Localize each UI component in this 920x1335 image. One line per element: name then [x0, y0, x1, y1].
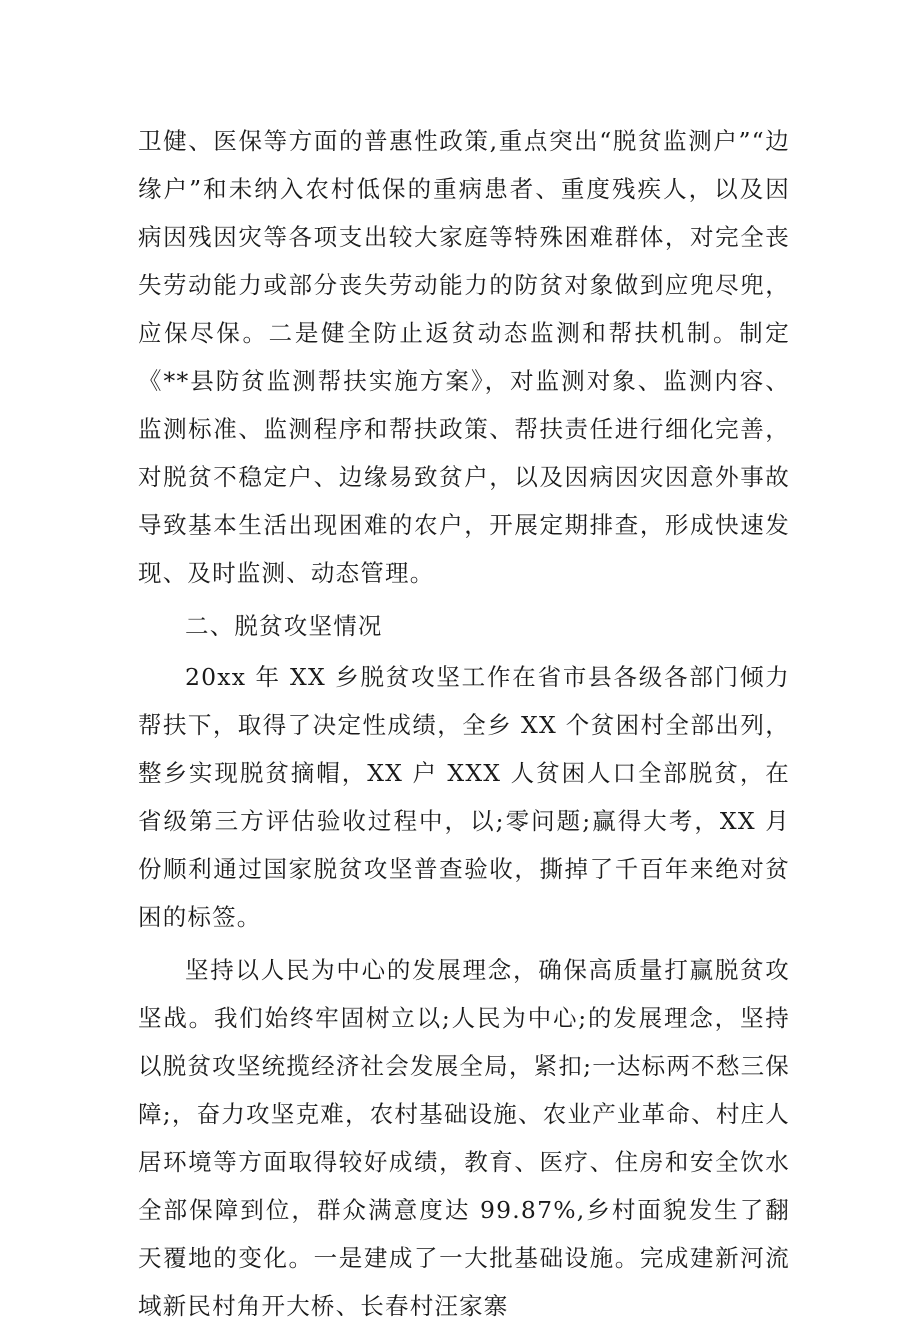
paragraph-poverty-results: 20xx 年 XX 乡脱贫攻坚工作在省市县各级各部门倾力帮扶下，取得了决定性成绩，全乡 XX 个贫困村全部出列，整乡实现脱贫摘帽，XX 户 XXX 人贫困人口全部脱贫，在省级第三方评估验收过程中，以;零问题;赢得大考，XX 月份顺利通过国家脱贫攻坚普查验收，撕掉了千百年来绝对贫困的标签。: [138, 663, 790, 931]
paragraph-policy-continuation: 卫健、医保等方面的普惠性政策,重点突出“脱贫监测户”“边缘户”和未纳入农村低保的重病患者、重度残疾人，以及因病因残因灾等各项支出较大家庭等特殊困难群体，对完全丧失劳动能力或部分丧失劳动能力的防贫对象做到应兜尽兜，应保尽保。二是健全防止返贫动态监测和帮扶机制。制定《**县防贫监测帮扶实施方案》，对监测对象、监测内容、监测标准、监测程序和帮扶政策、帮扶责任进行细化完善，对脱贫不稳定户、边缘易致贫户，以及因病因灾因意外事故导致基本生活出现困难的农户，开展定期排查，形成快速发现、及时监测、动态管理。: [138, 127, 790, 587]
section-heading-poverty-alleviation: 二、脱贫攻坚情况: [185, 612, 383, 640]
paragraph-people-centered: 坚持以人民为中心的发展理念，确保高质量打赢脱贫攻坚战。我们始终牢固树立以;人民为中心;的发展理念，坚持以脱贫攻坚统揽经济社会发展全局，紧扣;一达标两不愁三保障;，奋力攻坚克难，农村基础设施、农业产业革命、村庄人居环境等方面取得较好成绩，教育、医疗、住房和安全饮水全部保障到位，群众满意度达 99.87%,乡村面貌发生了翻天覆地的变化。一是建成了一大批基础设施。完成建新河流域新民村角开大桥、长春村汪家寨: [138, 956, 790, 1320]
document-body: [138, 117, 790, 1335]
